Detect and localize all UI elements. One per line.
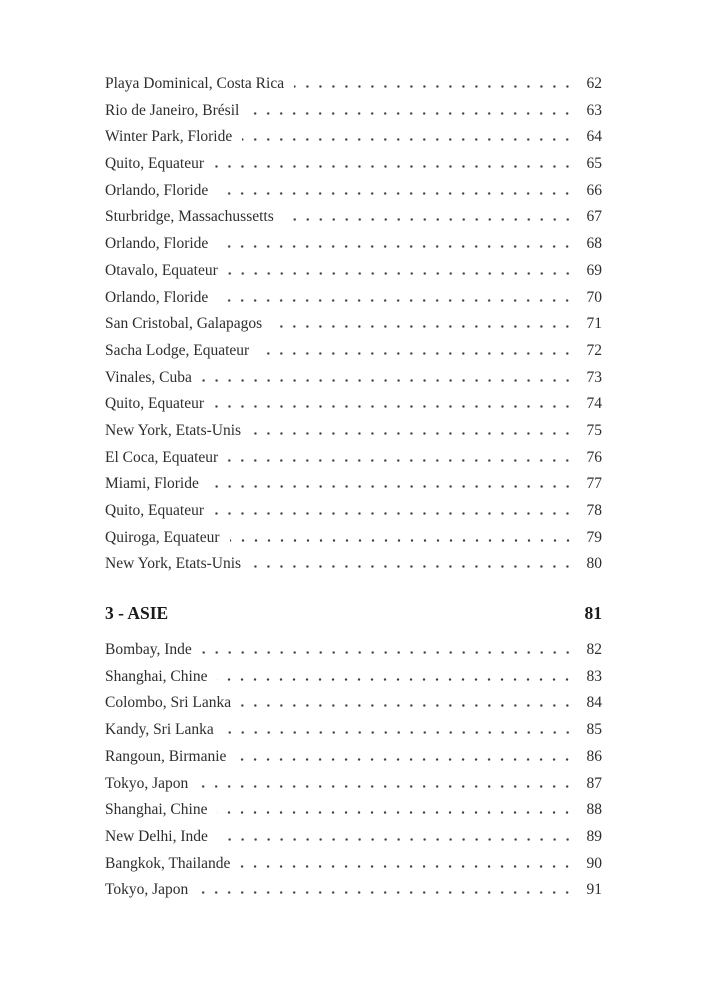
toc-entry bbox=[105, 128, 602, 155]
dot-leader bbox=[294, 85, 574, 88]
toc-entry bbox=[105, 369, 602, 396]
toc-entry bbox=[105, 75, 602, 102]
toc-entry-page: 74 bbox=[586, 395, 602, 413]
toc-entry-page: 70 bbox=[586, 288, 602, 306]
toc-entry bbox=[105, 475, 602, 502]
toc-entry bbox=[105, 668, 602, 695]
dot-leader bbox=[214, 512, 574, 515]
toc-list-americas bbox=[105, 75, 602, 582]
toc-entry bbox=[105, 235, 602, 262]
toc-entry-page: 87 bbox=[586, 774, 602, 792]
dot-leader bbox=[214, 405, 574, 408]
dot-leader bbox=[198, 785, 574, 788]
dot-leader bbox=[217, 678, 574, 681]
toc-entry-title: New York, Etats-Unis bbox=[105, 555, 242, 573]
toc-entry-title: Quito, Equateur bbox=[105, 155, 205, 173]
toc-entry-title: Orlando, Floride bbox=[105, 288, 209, 306]
toc-entry bbox=[105, 342, 602, 369]
toc-entry-title: Bangkok, Thailande bbox=[105, 854, 231, 872]
dot-leader bbox=[224, 731, 574, 734]
toc-entry-page: 67 bbox=[586, 208, 602, 226]
toc-entry-title: Miami, Floride bbox=[105, 475, 199, 493]
toc-entry bbox=[105, 775, 602, 802]
dot-leader bbox=[259, 352, 574, 355]
toc-entry-title: El Coca, Equateur bbox=[105, 448, 219, 466]
toc-entry-page: 86 bbox=[586, 747, 602, 765]
toc-entry bbox=[105, 289, 602, 316]
dot-leader bbox=[228, 459, 574, 462]
toc-entry-title: Tokyo, Japon bbox=[105, 881, 189, 899]
dot-leader bbox=[198, 891, 574, 894]
toc-entry bbox=[105, 102, 602, 129]
toc-entry-title: Bombay, Inde bbox=[105, 641, 192, 659]
toc-entry-page: 62 bbox=[586, 75, 602, 92]
toc-entry bbox=[105, 422, 602, 449]
dot-leader bbox=[218, 299, 574, 302]
toc-list-asia bbox=[105, 641, 602, 908]
toc-entry-title: Orlando, Floride bbox=[105, 181, 209, 199]
toc-entry-page: 73 bbox=[586, 368, 602, 386]
toc-entry bbox=[105, 555, 602, 582]
toc-entry-page: 65 bbox=[586, 155, 602, 173]
toc-entry-title: Sturbridge, Massachussetts bbox=[105, 208, 274, 226]
toc-entry bbox=[105, 529, 602, 556]
toc-entry-title: Orlando, Floride bbox=[105, 235, 209, 253]
dot-leader bbox=[251, 432, 574, 435]
toc-entry-title: Otavalo, Equateur bbox=[105, 261, 218, 279]
toc-entry bbox=[105, 694, 602, 721]
toc-entry bbox=[105, 395, 602, 422]
dot-leader bbox=[272, 325, 574, 328]
dot-leader bbox=[218, 245, 574, 248]
toc-entry-title: Tokyo, Japon bbox=[105, 774, 189, 792]
toc-entry-title: Quito, Equateur bbox=[105, 502, 205, 519]
toc-entry-page: 72 bbox=[586, 341, 602, 359]
toc-entry-page: 88 bbox=[586, 801, 602, 819]
toc-entry-page: 64 bbox=[586, 128, 602, 146]
section-heading-label: 3 - ASIE bbox=[105, 603, 169, 624]
dot-leader bbox=[249, 112, 574, 115]
toc-entry bbox=[105, 828, 602, 855]
toc-entry bbox=[105, 641, 602, 668]
toc-entry-page: 79 bbox=[586, 528, 602, 546]
dot-leader bbox=[284, 218, 574, 221]
toc-entry-title: New Delhi, Inde bbox=[105, 827, 208, 845]
toc-entry-title: Rio de Janeiro, Brésil bbox=[105, 101, 240, 119]
toc-entry bbox=[105, 315, 602, 342]
toc-entry-title: Winter Park, Floride bbox=[105, 128, 233, 146]
dot-leader bbox=[217, 811, 574, 814]
toc-entry-page: 63 bbox=[586, 101, 602, 119]
toc-entry-page: 91 bbox=[586, 881, 602, 899]
toc-entry-page: 82 bbox=[586, 641, 602, 659]
toc-entry bbox=[105, 748, 602, 775]
toc-entry-title: Playa Dominical, Costa Rica bbox=[105, 75, 285, 92]
toc-entry-title: New York, Etats-Unis bbox=[105, 421, 242, 439]
toc-entry bbox=[105, 855, 602, 882]
toc-entry-page: 89 bbox=[586, 827, 602, 845]
toc-entry-page: 69 bbox=[586, 261, 602, 279]
toc-entry bbox=[105, 208, 602, 235]
toc-entry-title: Vinales, Cuba bbox=[105, 368, 192, 386]
toc-entry-page: 83 bbox=[586, 667, 602, 685]
toc-entry-page: 77 bbox=[586, 475, 602, 493]
toc-entry-page: 90 bbox=[586, 854, 602, 872]
dot-leader bbox=[202, 379, 574, 382]
dot-leader bbox=[236, 758, 574, 761]
dot-leader bbox=[209, 485, 574, 488]
dot-leader bbox=[251, 565, 574, 568]
toc-entry-title: Colombo, Sri Lanka bbox=[105, 694, 232, 712]
toc-entry-title: Sacha Lodge, Equateur bbox=[105, 341, 250, 359]
dot-leader bbox=[241, 704, 574, 707]
dot-leader bbox=[230, 539, 575, 542]
toc-entry bbox=[105, 262, 602, 289]
dot-leader bbox=[218, 192, 574, 195]
toc-entry-page: 75 bbox=[586, 421, 602, 439]
dot-leader bbox=[218, 838, 574, 841]
toc-entry-page: 68 bbox=[586, 235, 602, 253]
toc-entry-title: San Cristobal, Galapagos bbox=[105, 315, 263, 333]
dot-leader bbox=[228, 272, 574, 275]
dot-leader bbox=[214, 165, 574, 168]
toc-entry-title: Kandy, Sri Lanka bbox=[105, 721, 214, 739]
section-heading-page: 81 bbox=[584, 603, 602, 624]
toc-entry bbox=[105, 155, 602, 182]
toc-entry bbox=[105, 502, 602, 529]
toc-entry-page: 85 bbox=[586, 721, 602, 739]
dot-leader bbox=[240, 865, 574, 868]
toc-entry-page: 84 bbox=[586, 694, 602, 712]
toc-entry-title: Rangoun, Birmanie bbox=[105, 747, 227, 765]
section-heading bbox=[105, 603, 602, 631]
toc-entry bbox=[105, 721, 602, 748]
toc-entry-page: 71 bbox=[586, 315, 602, 333]
toc-entry bbox=[105, 881, 602, 908]
toc-entry-page: 66 bbox=[586, 181, 602, 199]
toc-entry-page: 76 bbox=[586, 448, 602, 466]
toc-entry-title: Quito, Equateur bbox=[105, 395, 205, 413]
dot-leader bbox=[202, 651, 574, 654]
toc-entry bbox=[105, 801, 602, 828]
toc-entry-title: Shanghai, Chine bbox=[105, 667, 208, 685]
toc-entry bbox=[105, 449, 602, 476]
toc-entry-page: 80 bbox=[586, 555, 602, 573]
toc-entry-title: Shanghai, Chine bbox=[105, 801, 208, 819]
toc-entry-page: 78 bbox=[586, 502, 602, 519]
toc-entry-title: Quiroga, Equateur bbox=[105, 528, 220, 546]
dot-leader bbox=[242, 138, 574, 141]
toc-entry bbox=[105, 182, 602, 209]
